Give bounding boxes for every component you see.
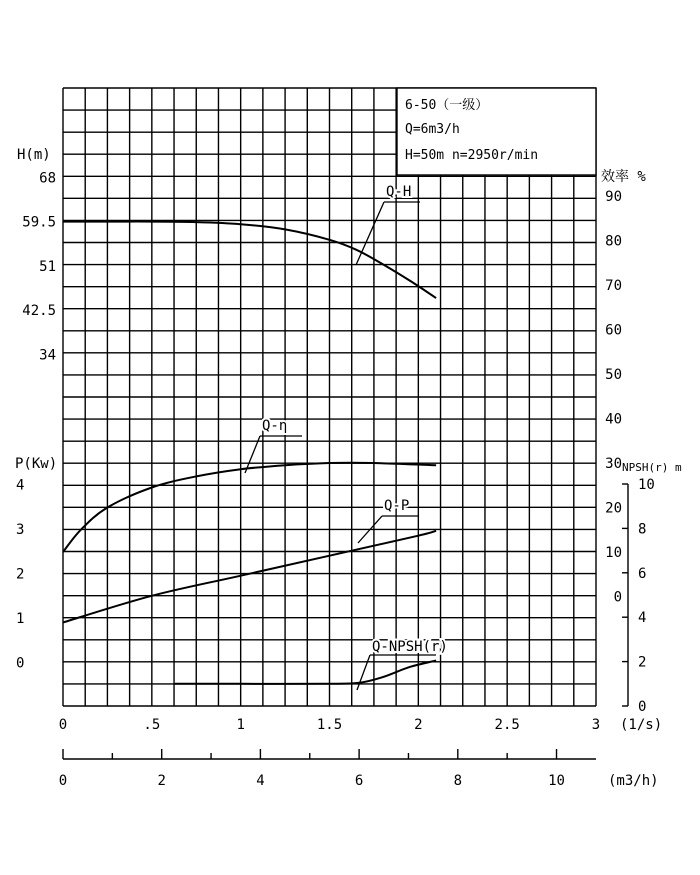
series-label-2: Q-P bbox=[384, 498, 410, 514]
series-label-leader-3 bbox=[357, 655, 370, 690]
npsh-tick-label-2: 6 bbox=[638, 565, 647, 582]
series-label-0: Q-H bbox=[386, 184, 412, 200]
x-axis-unit-m3h: (m3/h) bbox=[608, 773, 659, 789]
efficiency-tick-label-7: 20 bbox=[605, 500, 622, 517]
info-model: 6-50（一级） bbox=[405, 98, 489, 113]
npsh-tick-label-4: 2 bbox=[638, 654, 647, 671]
m3h-tick-label-5: 10 bbox=[548, 773, 565, 789]
efficiency-tick-label-0: 90 bbox=[605, 189, 622, 205]
curve-label-leaders bbox=[245, 184, 448, 690]
xls-tick-label-6: 3 bbox=[591, 717, 601, 733]
efficiency-tick-label-6: 30 bbox=[605, 456, 622, 472]
efficiency-tick-label-2: 70 bbox=[605, 278, 622, 294]
head-tick-label-1: 59.5 bbox=[22, 214, 56, 231]
efficiency-tick-label-3: 60 bbox=[605, 322, 622, 339]
head-tick-label-0: 68 bbox=[39, 170, 56, 187]
power-tick-label-1: 3 bbox=[16, 522, 25, 538]
curves-layer bbox=[63, 222, 436, 684]
power-tick-label-4: 0 bbox=[16, 655, 25, 672]
npsh-tick-label-1: 8 bbox=[638, 521, 647, 538]
m3h-tick-label-1: 2 bbox=[157, 773, 166, 789]
efficiency-tick-label-9: 0 bbox=[613, 589, 622, 606]
npsh-axis-label: NPSH(r) m bbox=[622, 461, 682, 474]
npsh-tick-label-5: 0 bbox=[638, 699, 647, 715]
x-axis-unit-ls: (1/s) bbox=[620, 717, 663, 733]
xls-tick-label-3: 1.5 bbox=[316, 717, 343, 733]
series-line-2 bbox=[63, 531, 436, 623]
m3h-tick-label-2: 4 bbox=[256, 773, 265, 789]
info-flow: Q=6m3/h bbox=[405, 122, 460, 137]
xls-tick-label-4: 2 bbox=[414, 717, 423, 733]
tick-labels-layer bbox=[16, 170, 655, 789]
efficiency-tick-label-1: 80 bbox=[605, 233, 622, 250]
xls-tick-label-5: 2.5 bbox=[494, 717, 520, 733]
series-line-3 bbox=[175, 661, 436, 684]
series-label-leader-0 bbox=[356, 202, 384, 265]
m3h-tick-label-0: 0 bbox=[58, 773, 68, 789]
xls-tick-label-0: 0 bbox=[58, 717, 68, 733]
series-label-1: Q-η bbox=[262, 418, 288, 434]
series-label-3: Q-NPSH(r) bbox=[372, 639, 448, 655]
m3h-tick-label-3: 6 bbox=[354, 773, 364, 789]
efficiency-tick-label-8: 10 bbox=[605, 545, 622, 561]
npsh-tick-label-0: 10 bbox=[638, 477, 655, 493]
head-tick-label-2: 51 bbox=[39, 258, 56, 275]
npsh-tick-label-3: 4 bbox=[638, 610, 647, 627]
xls-tick-label-2: 1 bbox=[236, 717, 245, 733]
head-tick-label-3: 42.5 bbox=[22, 303, 56, 320]
chart-grid bbox=[63, 88, 596, 706]
power-tick-label-2: 2 bbox=[16, 566, 25, 583]
head-axis-label: H(m) bbox=[17, 147, 51, 163]
head-tick-label-4: 34 bbox=[39, 347, 56, 364]
m3h-tick-label-4: 8 bbox=[453, 773, 463, 789]
power-tick-label-0: 4 bbox=[16, 477, 25, 494]
efficiency-axis-label: 效率 % bbox=[601, 169, 646, 185]
info-head-speed: H=50m n=2950r/min bbox=[405, 148, 539, 163]
power-axis-label: P(Kw) bbox=[15, 456, 58, 472]
efficiency-tick-label-4: 50 bbox=[605, 367, 622, 383]
power-tick-label-3: 1 bbox=[16, 611, 25, 627]
xls-tick-label-1: .5 bbox=[143, 717, 161, 733]
efficiency-tick-label-5: 40 bbox=[605, 411, 622, 428]
